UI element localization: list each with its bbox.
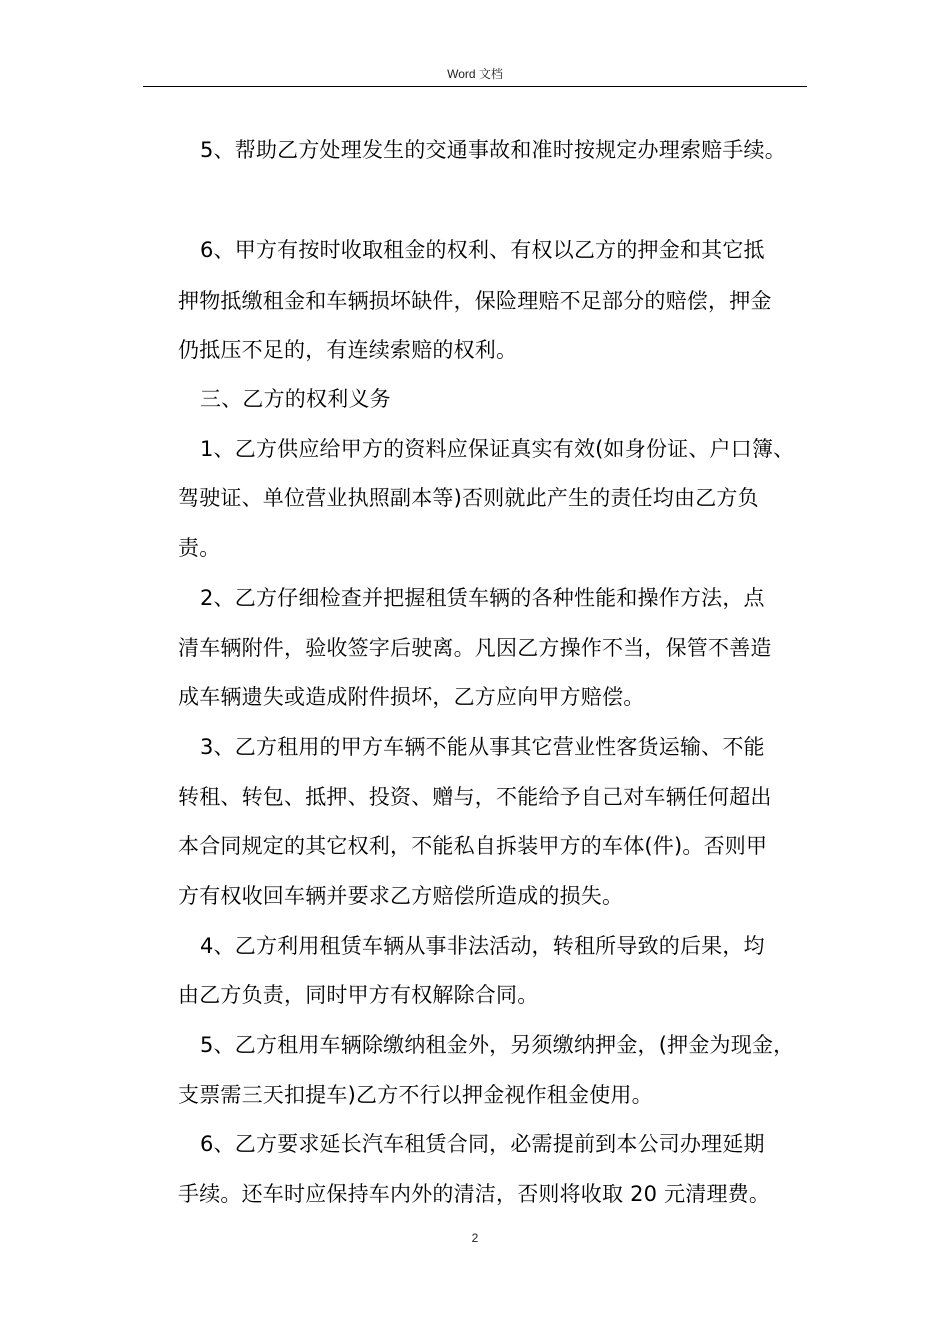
body-line: 仍抵压不足的，有连续索赔的权利。 <box>178 338 518 362</box>
body-line: 转租、转包、抵押、投资、赠与，不能给予自己对车辆任何超出 <box>178 785 772 809</box>
section-heading: 三、乙方的权利义务 <box>200 387 391 411</box>
body-line: 本合同规定的其它权利，不能私自拆装甲方的车体(件)。否则甲 <box>178 834 768 858</box>
body-line: 清车辆附件，验收签字后驶离。凡因乙方操作不当，保管不善造 <box>178 636 772 660</box>
body-line: 手续。还车时应保持车内外的清洁，否则将收取 20 元清理费。 <box>178 1182 771 1206</box>
body-line: 驾驶证、单位营业执照副本等)否则就此产生的责任均由乙方负 <box>178 486 759 510</box>
body-line: 6、甲方有按时收取租金的权利、有权以乙方的押金和其它抵 <box>200 238 765 262</box>
body-line: 支票需三天扣提车)乙方不行以押金视作租金使用。 <box>178 1083 653 1107</box>
body-line: 4、乙方利用租赁车辆从事非法活动，转租所导致的后果，均 <box>200 934 765 958</box>
body-line: 方有权收回车辆并要求乙方赔偿所造成的损失。 <box>178 884 624 908</box>
page-header-title: Word 文档 <box>447 67 503 81</box>
body-line: 5、乙方租用车辆除缴纳租金外，另须缴纳押金，(押金为现金， <box>200 1033 795 1057</box>
body-line: 5、帮助乙方处理发生的交通事故和准时按规定办理索赔手续。 <box>200 138 786 162</box>
body-line: 6、乙方要求延长汽车租赁合同，必需提前到本公司办理延期 <box>200 1132 765 1156</box>
body-line: 由乙方负责，同时甲方有权解除合同。 <box>178 983 539 1007</box>
body-line: 2、乙方仔细检查并把握租赁车辆的各种性能和操作方法，点 <box>200 586 765 610</box>
page-number: 2 <box>471 1231 479 1245</box>
body-line: 押物抵缴租金和车辆损坏缺件，保险理赔不足部分的赔偿，押金 <box>178 289 772 313</box>
body-line: 3、乙方租用的甲方车辆不能从事其它营业性客货运输、不能 <box>200 735 765 759</box>
body-line: 责。 <box>178 536 221 560</box>
body-line: 1、乙方供应给甲方的资料应保证真实有效(如身份证、户口簿、 <box>200 437 795 461</box>
body-line: 成车辆遗失或造成附件损坏，乙方应向甲方赔偿。 <box>178 685 645 709</box>
